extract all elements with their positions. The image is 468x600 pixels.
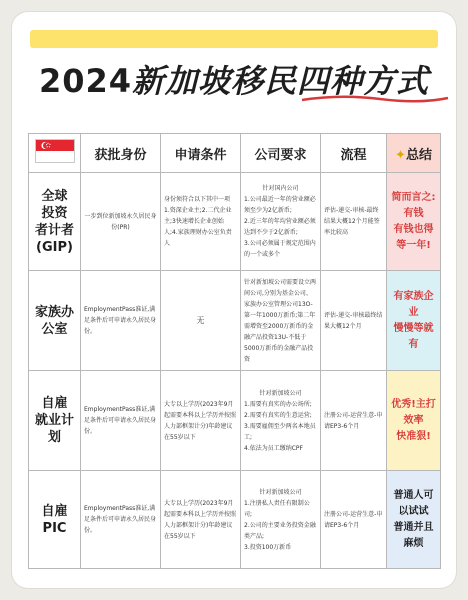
row-conditions: 无: [161, 271, 241, 371]
header-process: 流程: [321, 134, 387, 173]
row-company: 针对新加坡公司 1.需要有真实的办公场所; 2.需要有真实的生意运营; 3.需要雇佣至少两名本地员工; 4.依法为员工缴纳CPF: [241, 371, 321, 471]
row-status: 一步到位新加坡永久居民身份(PR): [81, 173, 161, 271]
row-conditions: 身份须符合以下其中一项 1.资深企业主;2.二代企业主;3快速增长企业创始人;4.家族理财办公室负责人: [161, 173, 241, 271]
table-row: [29, 271, 441, 371]
table-row: [29, 371, 441, 471]
flag-cell: [29, 134, 81, 173]
row-company: 针对新加坡公司 1.注册私人责任有限制公司; 2.公司的主要业务投资金融类产品; 3.投资100万新币: [241, 471, 321, 569]
singapore-flag-icon: [35, 139, 75, 163]
row-summary: 优秀!主打效率 快准狠!: [387, 371, 441, 471]
table-row: [29, 471, 441, 569]
row-company: 针对新加坡公司需要设立两间公司,分别为基金公司、家族办公室管理公司13O-第一年1000万新币;第二年需增资至2000万新币的金融产品投资13U-不低于5000万新币的金融产品投资: [241, 271, 321, 371]
squiggle-underline: [300, 92, 450, 104]
row-name: 全球 投资 者计者 (GIP): [29, 173, 81, 271]
row-conditions: 大专以上学历(2023年9月起需要本科以上学历并按照人力部框架计分)年龄建议在55岁以下: [161, 471, 241, 569]
row-status: EmploymentPass准证,满足条件后可申请永久居民身份。: [81, 471, 161, 569]
row-status: EmploymentPass准证,满足条件后可申请永久居民身份。: [81, 271, 161, 371]
title-year: 2024: [38, 62, 133, 100]
title-highlight: [30, 30, 438, 48]
row-summary: 有家族企业 慢慢等就有: [387, 271, 441, 371]
header-status: 获批身份: [81, 134, 161, 173]
row-name: 家族办 公室: [29, 271, 81, 371]
header-row: [29, 134, 441, 173]
row-company: 针对国内公司 1.公司最近一年的营业额必须至少为2亿新币; 2.近三年的年均营业额必须达到不少于2亿新币; 3.公司必须属于规定范围内的一个或多个: [241, 173, 321, 271]
row-name: 自雇 就业计 划: [29, 371, 81, 471]
row-process: 评估-递交-审核最终结果大概12个月: [321, 271, 387, 371]
header-conditions: 申请条件: [161, 134, 241, 173]
row-name: 自雇 PIC: [29, 471, 81, 569]
sparkle-icon: ✦: [395, 147, 406, 163]
row-conditions: 大专以上学历(2023年9月起需要本科以上学历并按照人力部框架计分)年龄建议在55岁以下: [161, 371, 241, 471]
row-summary: 普通人可以试试 普通并且麻烦: [387, 471, 441, 569]
table-row: [29, 173, 441, 271]
row-process: 注册公司-运营生意-申请EP3-6个月: [321, 471, 387, 569]
comparison-table: [28, 133, 441, 569]
row-process: 注册公司-运营生意-申请EP3-6个月: [321, 371, 387, 471]
row-process: 评估-递交-审核-最终结果大概12个月能签率比较高: [321, 173, 387, 271]
header-company: 公司要求: [241, 134, 321, 173]
header-summary: ✦总结: [387, 134, 441, 173]
title-text: 新加坡移民四种方式: [132, 62, 430, 100]
row-summary: 简而言之: 有钱 有钱也得等一年!: [387, 173, 441, 271]
row-status: EmploymentPass准证,满足条件后可申请永久居民身份。: [81, 371, 161, 471]
